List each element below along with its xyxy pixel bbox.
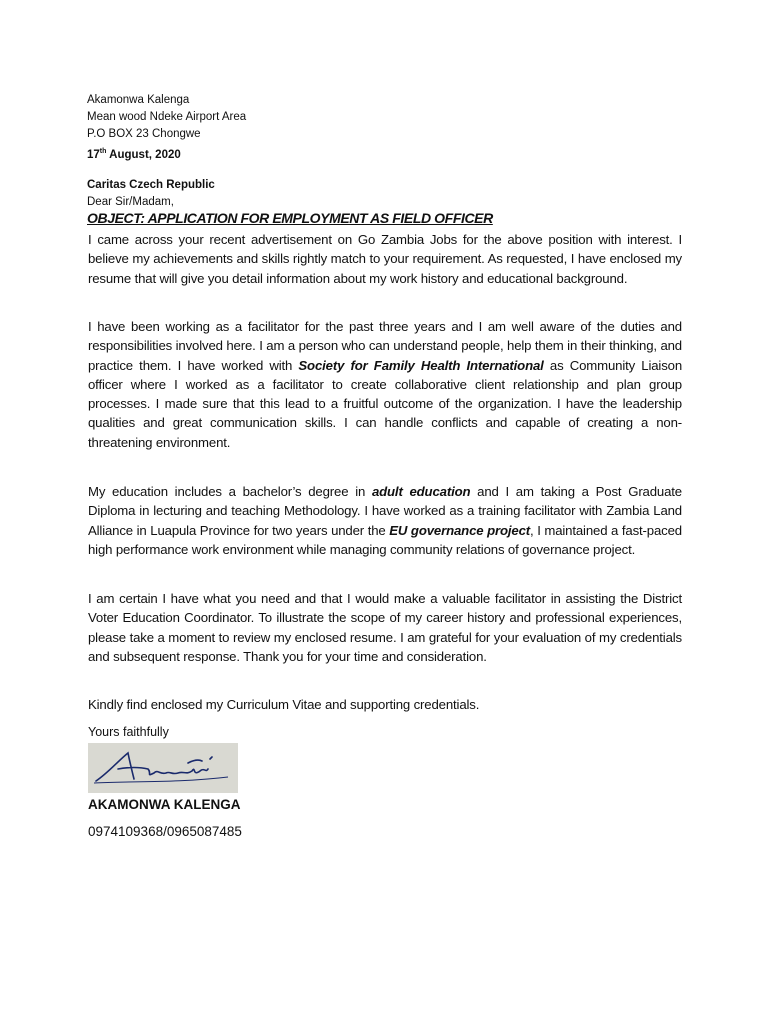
recipient-block [87,177,215,211]
paragraph-2-part-b: as Community Liaison officer where I worked as a facilitator to create collaborative client relationship and plan group processes. I made sure that this lead to a fruitful outcome of the organization. I have the leadership qualities and great communication skills. I can handle conflicts and capable of creating a non-threatening environment. [88,357,683,450]
date-rest: August, 2020 [106,148,181,161]
paragraph-2-part-a: I have been working as a facilitator for the past three years and I am well aware of the duties and responsibilities involved here. I am a person who can understand people, help them in their thinking, and practice them. I have worked with [88,319,682,373]
degree-emphasis: adult education [371,484,471,499]
sender-name: Akamonwa Kalenga [87,94,190,106]
date-day: 17 [87,148,100,161]
paragraph-3-part-c: , I maintained a fast-paced high performance work environment while managing community relations of governance project. [88,522,682,557]
organization-emphasis: Society for Family Health International [298,357,544,373]
date-suffix: th [99,148,107,155]
sender-address-block [87,92,246,164]
paragraph-3-part-a: My education includes a bachelor’s degree in [88,484,372,499]
letter-date [87,143,246,164]
recipient-organization: Caritas Czech Republic [87,179,215,191]
paragraph-4: I am certain I have what you need and that I would make a valuable facilitator in assisting the District Voter Education Coordinator. To illustrate the scope of my career history and professional experiences, please take a moment to review my enclosed resume. I am grateful for your evaluation of my credentials and subsequent response. Thank you for your time and consideration. [88,591,682,664]
signatory-name: AKAMONWA KALENGA [88,797,241,812]
sender-address-line2: P.O BOX 23 Chongwe [87,128,201,140]
handwritten-signature [88,743,238,793]
paragraph-5: Kindly find enclosed my Curriculum Vitae and supporting credentials. [88,697,480,712]
paragraph-3-part-b: and I am taking a Post Graduate Diploma in lecturing and teaching Methodology. I have worked as a training facilitator with Zambia Land Alliance in Luapula Province for two years under the [88,484,682,538]
salutation: Dear Sir/Madam, [87,196,174,208]
sender-address-line1: Mean wood Ndeke Airport Area [87,111,247,123]
paragraph-1: I came across your recent advertisement on Go Zambia Jobs for the above position with interest. I believe my achievements and skills rightly match to your requirement. As requested, I have enclosed my resume that will give you detail information about my work history and educational background. [88,232,682,286]
subject-line: OBJECT: APPLICATION FOR EMPLOYMENT AS FIELD OFFICER [87,210,493,226]
paragraph-3 [88,482,682,559]
paragraph-2 [88,317,682,452]
project-emphasis: EU governance project [389,522,531,538]
valediction: Yours faithfully [88,725,169,739]
phone-numbers: 0974109368/0965087485 [88,824,242,839]
